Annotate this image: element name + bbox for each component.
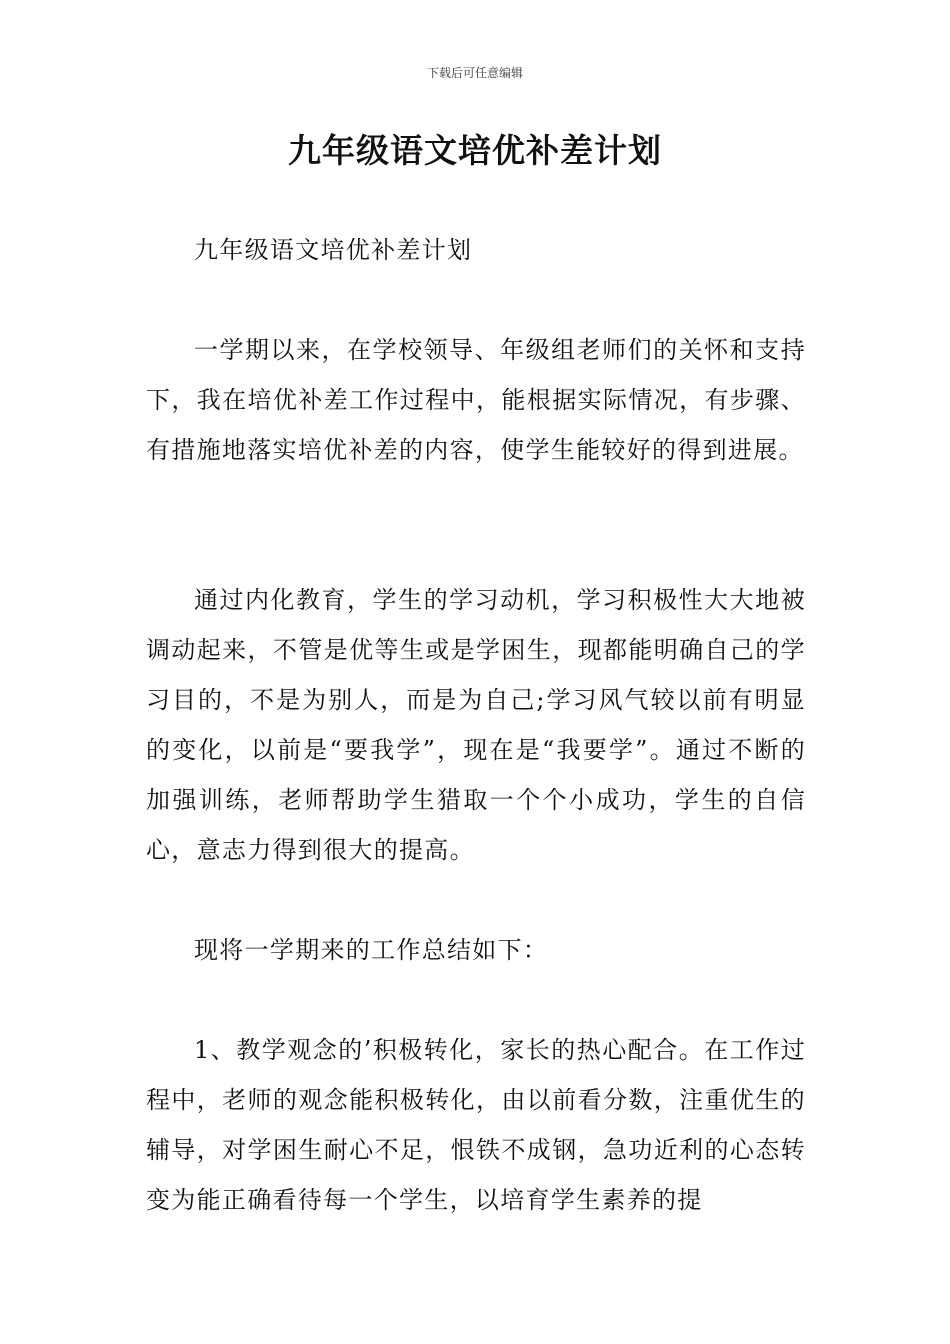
paragraph-summary-lead: 现将一学期来的工作总结如下： bbox=[194, 936, 549, 964]
paragraph-item-1: 1、教学观念的’积极转化，家长的热心配合。在工作过程中，老师的观念能积极转化，由以前看分数，注重优生的辅导，对学困生耐心不足，恨铁不成钢，急功近利的心态转变为能正确看待每一个学生，以培育学生素养的提 bbox=[146, 1036, 806, 1214]
header-note: 下载后可任意编辑 bbox=[426, 66, 523, 80]
document-subtitle: 九年级语文培优补差计划 bbox=[194, 236, 473, 264]
document-title: 九年级语文培优补差计划 bbox=[288, 131, 662, 170]
paragraph-motivation: 通过内化教育，学生的学习动机，学习积极性大大地被调动起来，不管是优等生或是学困生，现都能明确自己的学习目的，不是为别人，而是为自己;学习风气较以前有明显的变化，以前是“要我学”，现在是“我要学”。通过不断的加强训练，老师帮助学生猎取一个个小成功，学生的自信心，意志力得到很大的提高。 bbox=[146, 586, 806, 864]
paragraph-intro: 一学期以来，在学校领导、年级组老师们的关怀和支持下，我在培优补差工作过程中，能根据实际情况，有步骤、有措施地落实培优补差的内容，使学生能较好的得到进展。 bbox=[146, 336, 806, 464]
